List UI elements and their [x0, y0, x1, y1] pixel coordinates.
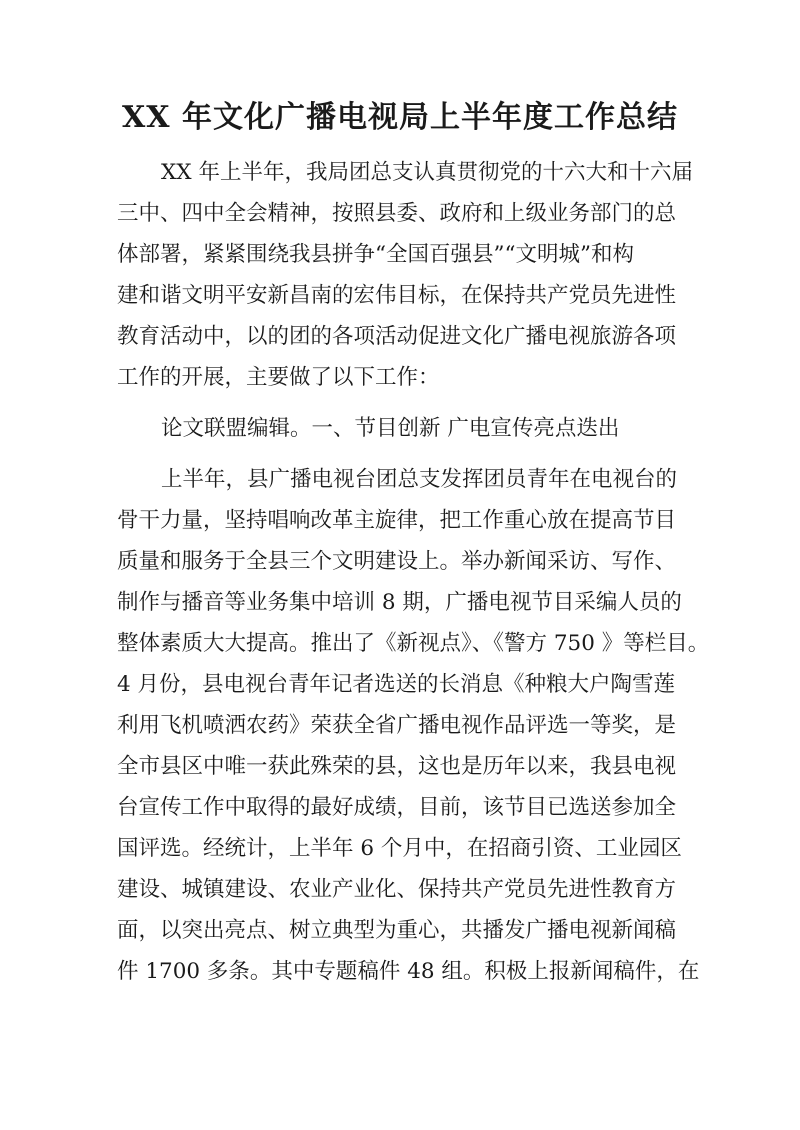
- paragraph-line: 国评选。经统计，上半年 6 个月中，在招商引资、工业园区: [117, 836, 682, 861]
- paragraph-line: 工作的开展，主要做了以下工作：: [117, 365, 440, 390]
- paragraph-intro: [117, 152, 693, 398]
- paragraph-line: 件 1700 多条。其中专题稿件 48 组。积极上报新闻稿件，在: [117, 959, 700, 984]
- paragraph-line: 建和谐文明平安新昌南的宏伟目标，在保持共产党员先进性: [117, 283, 677, 308]
- paragraph-line: 面，以突出亮点、树立典型为重心，共播发广播电视新闻稿: [117, 918, 677, 943]
- paragraph-line: 三中、四中全会精神，按照县委、政府和上级业务部门的总: [117, 201, 677, 226]
- paragraph-line: 整体素质大大提高。推出了《新视点》、《警方 750 》等栏目。: [117, 631, 710, 656]
- paragraph-line: 教育活动中，以的团的各项活动促进文化广播电视旅游各项: [117, 324, 677, 349]
- paragraph-line: 制作与播音等业务集中培训 8 期，广播电视节目采编人员的: [117, 590, 682, 615]
- section-heading: [117, 408, 687, 449]
- paragraph-line: 骨干力量，坚持唱响改革主旋律，把工作重心放在提高节目: [117, 508, 677, 533]
- paragraph-line: 上半年，县广播电视台团总支发挥团员青年在电视台的: [161, 467, 678, 492]
- paragraph-line: 体部署，紧紧围绕我县拼争“全国百强县”“文明城”和构: [117, 242, 634, 267]
- paragraph-program-innovation: [117, 459, 710, 992]
- paragraph-line: 质量和服务于全县三个文明建设上。举办新闻采访、写作、: [117, 549, 677, 574]
- section-heading-line: 论文联盟编辑。一、节目创新 广电宣传亮点迭出: [161, 416, 620, 441]
- paragraph-line: 建设、城镇建设、农业产业化、保持共产党员先进性教育方: [117, 877, 677, 902]
- paragraph-line: 4 月份，县电视台青年记者选送的长消息《种粮大户陶雪莲: [117, 672, 676, 697]
- paragraph-line: XX 年上半年，我局团总支认真贯彻党的十六大和十六届: [161, 160, 693, 185]
- document-title: XX 年文化广播电视局上半年度工作总结: [122, 100, 678, 135]
- paragraph-line: 利用飞机喷洒农药》荣获全省广播电视作品评选一等奖，是: [117, 713, 677, 738]
- paragraph-line: 台宣传工作中取得的最好成绩，目前，该节目已选送参加全: [117, 795, 677, 820]
- paragraph-line: 全市县区中唯一获此殊荣的县，这也是历年以来，我县电视: [117, 754, 677, 779]
- document-body: [117, 152, 710, 992]
